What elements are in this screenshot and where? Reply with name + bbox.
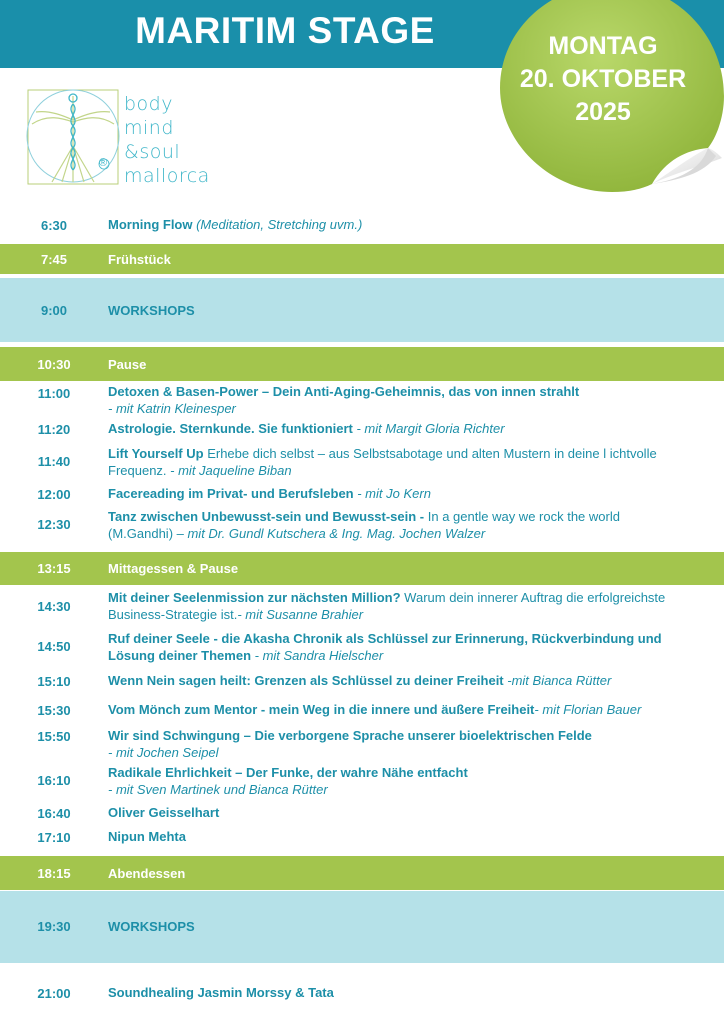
band-label: WORKSHOPS [108,303,195,318]
session-speaker: - mit Jaqueline Biban [166,462,292,478]
session-description: Warum dein innerer Auftrag die erfolgreichste Business-Strategie ist. [108,590,666,622]
session-time: 12:30 [37,517,71,532]
session-text [108,805,713,822]
session-text [108,728,713,761]
session-speaker: (Meditation, Stretching uvm.) [192,217,363,232]
session-speaker: - mit Sven Martinek und Bianca Rütter [108,781,328,797]
session-title: Wir sind Schwingung – Die verborgene Sprache unserer bioelektrischen Felde [108,728,592,743]
session-text [108,590,668,623]
logo-line-body: body [124,93,173,115]
session-time: 15:30 [37,703,71,718]
registered-mark: ® [99,157,108,169]
band-time: 18:15 [37,866,71,881]
band-label: Abendessen [108,866,186,881]
session-text [108,765,713,798]
logo-line-soul: &soul [124,141,181,163]
session-title: Nipun Mehta [108,829,186,844]
date-weekday: MONTAG [548,32,658,60]
band-time: 13:15 [37,561,71,576]
session-title: Facereading im Privat- und Berufsleben [108,486,354,501]
session-text [108,509,668,542]
band-workshops-evening [0,891,724,963]
session-time: 16:10 [37,773,71,788]
session-speaker: -mit Bianca Rütter [503,673,612,688]
session-title: Tanz zwischen Unbewusst-sein und Bewusst-sein - [108,509,425,524]
logo-line-mind: mind [124,117,174,139]
session-text [108,446,713,479]
session-title: Vom Mönch zum Mentor - mein Weg in die innere und äußere Freiheit [108,702,535,717]
session-title: Oliver Geisselhart [108,805,220,820]
session-title: Astrologie. Sternkunde. Sie funktioniert [108,421,353,436]
session-text [108,631,693,664]
session-speaker: – mit Dr. Gundl Kutschera & Ing. Mag. Jochen Walzer [176,525,486,541]
session-time: 6:30 [40,218,68,233]
session-time: 14:50 [37,639,71,654]
band-label: Mittagessen & Pause [108,561,239,576]
session-description: In a gentle way we rock the world (M.Gandhi) [108,509,620,541]
band-time: 9:00 [40,303,68,318]
session-text [108,829,713,846]
session-title: Mit deiner Seelenmission zur nächsten Million? [108,590,401,605]
session-speaker: - mit Florian Bauer [534,702,642,717]
band-label: Frühstück [108,252,171,267]
session-speaker: - mit Jochen Seipel [108,744,219,760]
session-title: Wenn Nein sagen heilt: Grenzen als Schlüssel zu deiner Freiheit [108,673,504,688]
band-lunch [0,552,724,585]
logo-wordmark [124,92,210,188]
session-title: Lift Yourself Up [108,446,204,461]
session-time: 14:30 [37,599,71,614]
session-time: 15:50 [37,729,71,744]
session-time: 17:10 [37,830,71,845]
band-breakfast [0,244,724,274]
session-text [108,486,713,503]
session-speaker: - mit Susanne Brahier [237,606,364,622]
session-speaker: - mit Katrin Kleinesper [108,400,236,416]
band-time: 7:45 [40,252,68,267]
session-time: 11:20 [37,422,71,437]
band-pause [0,347,724,381]
session-time: 11:40 [37,454,71,469]
session-text [108,985,713,1002]
session-time: 21:00 [37,986,71,1001]
session-time: 15:10 [37,674,71,689]
session-speaker: - mit Sandra Hielscher [251,647,384,663]
band-workshops-morning [0,278,724,342]
stage-title: MARITIM STAGE [135,10,435,51]
session-text [108,384,713,417]
session-title: Ruf deiner Seele - die Akasha Chronik als Schlüssel zur Erinnerung, Rückverbindung und Lösung deiner Themen [108,631,662,663]
band-dinner [0,856,724,890]
session-text [108,673,713,690]
date-year: 2025 [575,98,631,126]
session-speaker: - mit Margit Gloria Richter [352,421,505,436]
session-text [108,217,713,234]
session-title: Morning Flow [108,217,193,232]
session-time: 12:00 [37,487,71,502]
logo-line-mallorca: mallorca [124,165,210,187]
session-speaker: - mit Jo Kern [353,486,431,501]
session-time: 11:00 [37,386,71,401]
session-text [108,421,713,438]
band-label: WORKSHOPS [108,919,195,934]
session-time: 16:40 [37,806,71,821]
session-title: Detoxen & Basen-Power – Dein Anti-Aging-Geheimnis, das von innen strahlt [108,384,580,399]
session-title: Radikale Ehrlichkeit – Der Funke, der wahre Nähe entfacht [108,765,468,780]
band-label: Pause [108,357,147,372]
session-title: Soundhealing Jasmin Morssy & Tata [108,985,334,1000]
band-time: 10:30 [37,357,71,372]
session-description: Erhebe dich selbst – aus Selbstsabotage und alten Mustern in deine l ichtvolle Frequenz. [108,446,657,478]
band-time: 19:30 [37,919,71,934]
date-day-month: 20. OKTOBER [519,65,687,93]
session-text [108,702,713,719]
event-date [500,30,706,129]
